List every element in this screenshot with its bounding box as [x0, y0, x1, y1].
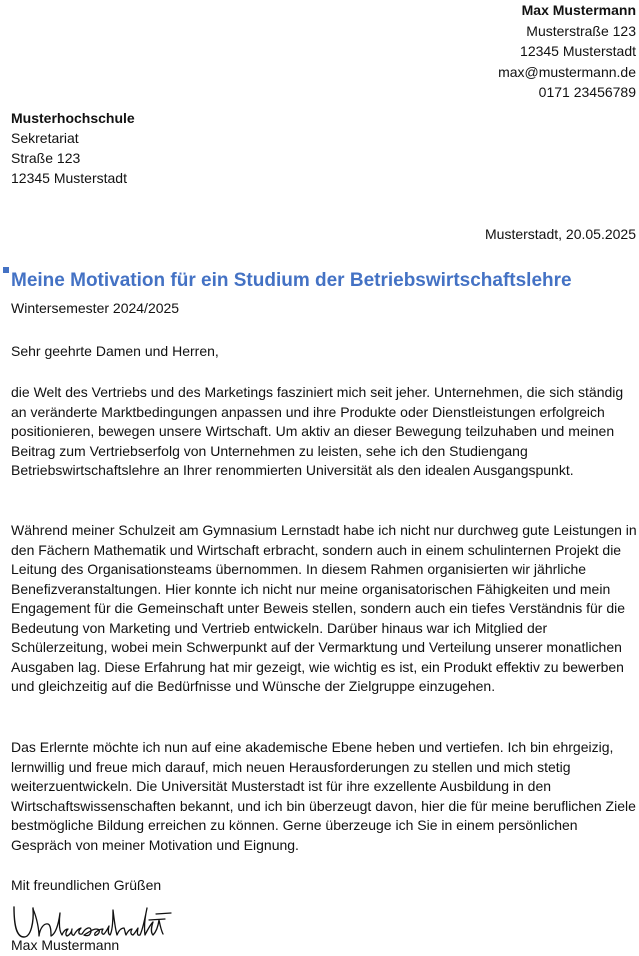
- body-paragraph-2: Während meiner Schulzeit am Gymnasium Lernstadt habe ich nicht nur durchweg gute Leistungen in den Fächern Mathematik und Wirtschaft erbracht, sondern auch in einem schulinternen Projekt die Leitung des Organisationsteams übernommen. In diesem Rahmen organisierten wir jährliche Benefizveranstaltungen. Hier konnte ich nicht nur meine organisatorischen Fähigkeiten und mein Engagement für die Gemeinschaft unter Beweis stellen, sondern auch ein tiefes Verständnis für die Bedeutung von Marketing und Vertrieb entwickeln. Darüber hinaus war ich Mitglied der Schülerzeitung, wobei mein Schwerpunkt auf der Vermarktung und Verteilung unserer monatlichen Ausgaben lag. Diese Erfahrung hat mir gezeigt, wie wichtig es ist, ein Produkt effektiv zu bewerben und gleichzeitig auf die Bedürfnisse und Wünsche der Zielgruppe einzugehen.: [11, 522, 637, 694]
- heading-marker: [3, 267, 9, 273]
- recipient-street: Straße 123: [11, 150, 81, 166]
- sender-address-block: [498, 0, 636, 103]
- signer-name: Max Mustermann: [11, 937, 120, 953]
- recipient-department: Sekretariat: [11, 130, 79, 146]
- sender-street: Musterstraße 123: [526, 22, 636, 39]
- letter-subtitle: Wintersemester 2024/2025: [11, 300, 180, 316]
- sender-city: 12345 Musterstadt: [520, 43, 636, 59]
- recipient-address-block: [11, 108, 135, 188]
- closing-phrase: Mit freundlichen Grüßen: [11, 877, 162, 893]
- body-paragraph-3: Das Erlernte möchte ich nun auf eine akademische Ebene heben und vertiefen. Ich bin ehrgeizig, lernwillig und freue mich darauf, mich neuen Herausforderungen zu stellen und mich stetig weiterzuentwickeln. Die Universität Musterstadt ist für ihre exzellente Ausbildung in den Wirtschaftswissenschaften bekannt, und ich bin überzeugt davon, hier die für meine beruflichen Ziele bestmögliche Bildung erreichen zu können. Gerne überzeuge ich Sie in einem persönlichen Gespräch von meiner Motivation und Eignung.: [11, 739, 636, 853]
- sender-phone: 0171 23456789: [538, 84, 636, 100]
- sender-email: max@mustermann.de: [498, 63, 636, 80]
- sender-name: Max Mustermann: [521, 2, 636, 18]
- letter-date: Musterstadt, 20.05.2025: [485, 226, 636, 242]
- letter-title: Meine Motivation für ein Studium der Betriebswirtschaftslehre: [11, 270, 572, 291]
- recipient-name: Musterhochschule: [11, 110, 135, 126]
- salutation: Sehr geehrte Damen und Herren,: [11, 343, 219, 359]
- recipient-city: 12345 Musterstadt: [11, 170, 127, 186]
- body-paragraph-1: die Welt des Vertriebs und des Marketings fasziniert mich seit jeher. Unternehmen, die sich ständig an veränderte Marktbedingungen anpassen und ihre Produkte oder Dienstleistungen erfolgreich positionieren, bewegen unsere Wirtschaft. Um aktiv an dieser Bewegung teilzuhaben und meinen Beitrag zum Vertriebserfolg von Unternehmen zu leisten, sehe ich den Studiengang Betriebswirtschaftslehre an Ihrer renommierten Universität als den idealen Ausgangspunkt.: [11, 384, 624, 478]
